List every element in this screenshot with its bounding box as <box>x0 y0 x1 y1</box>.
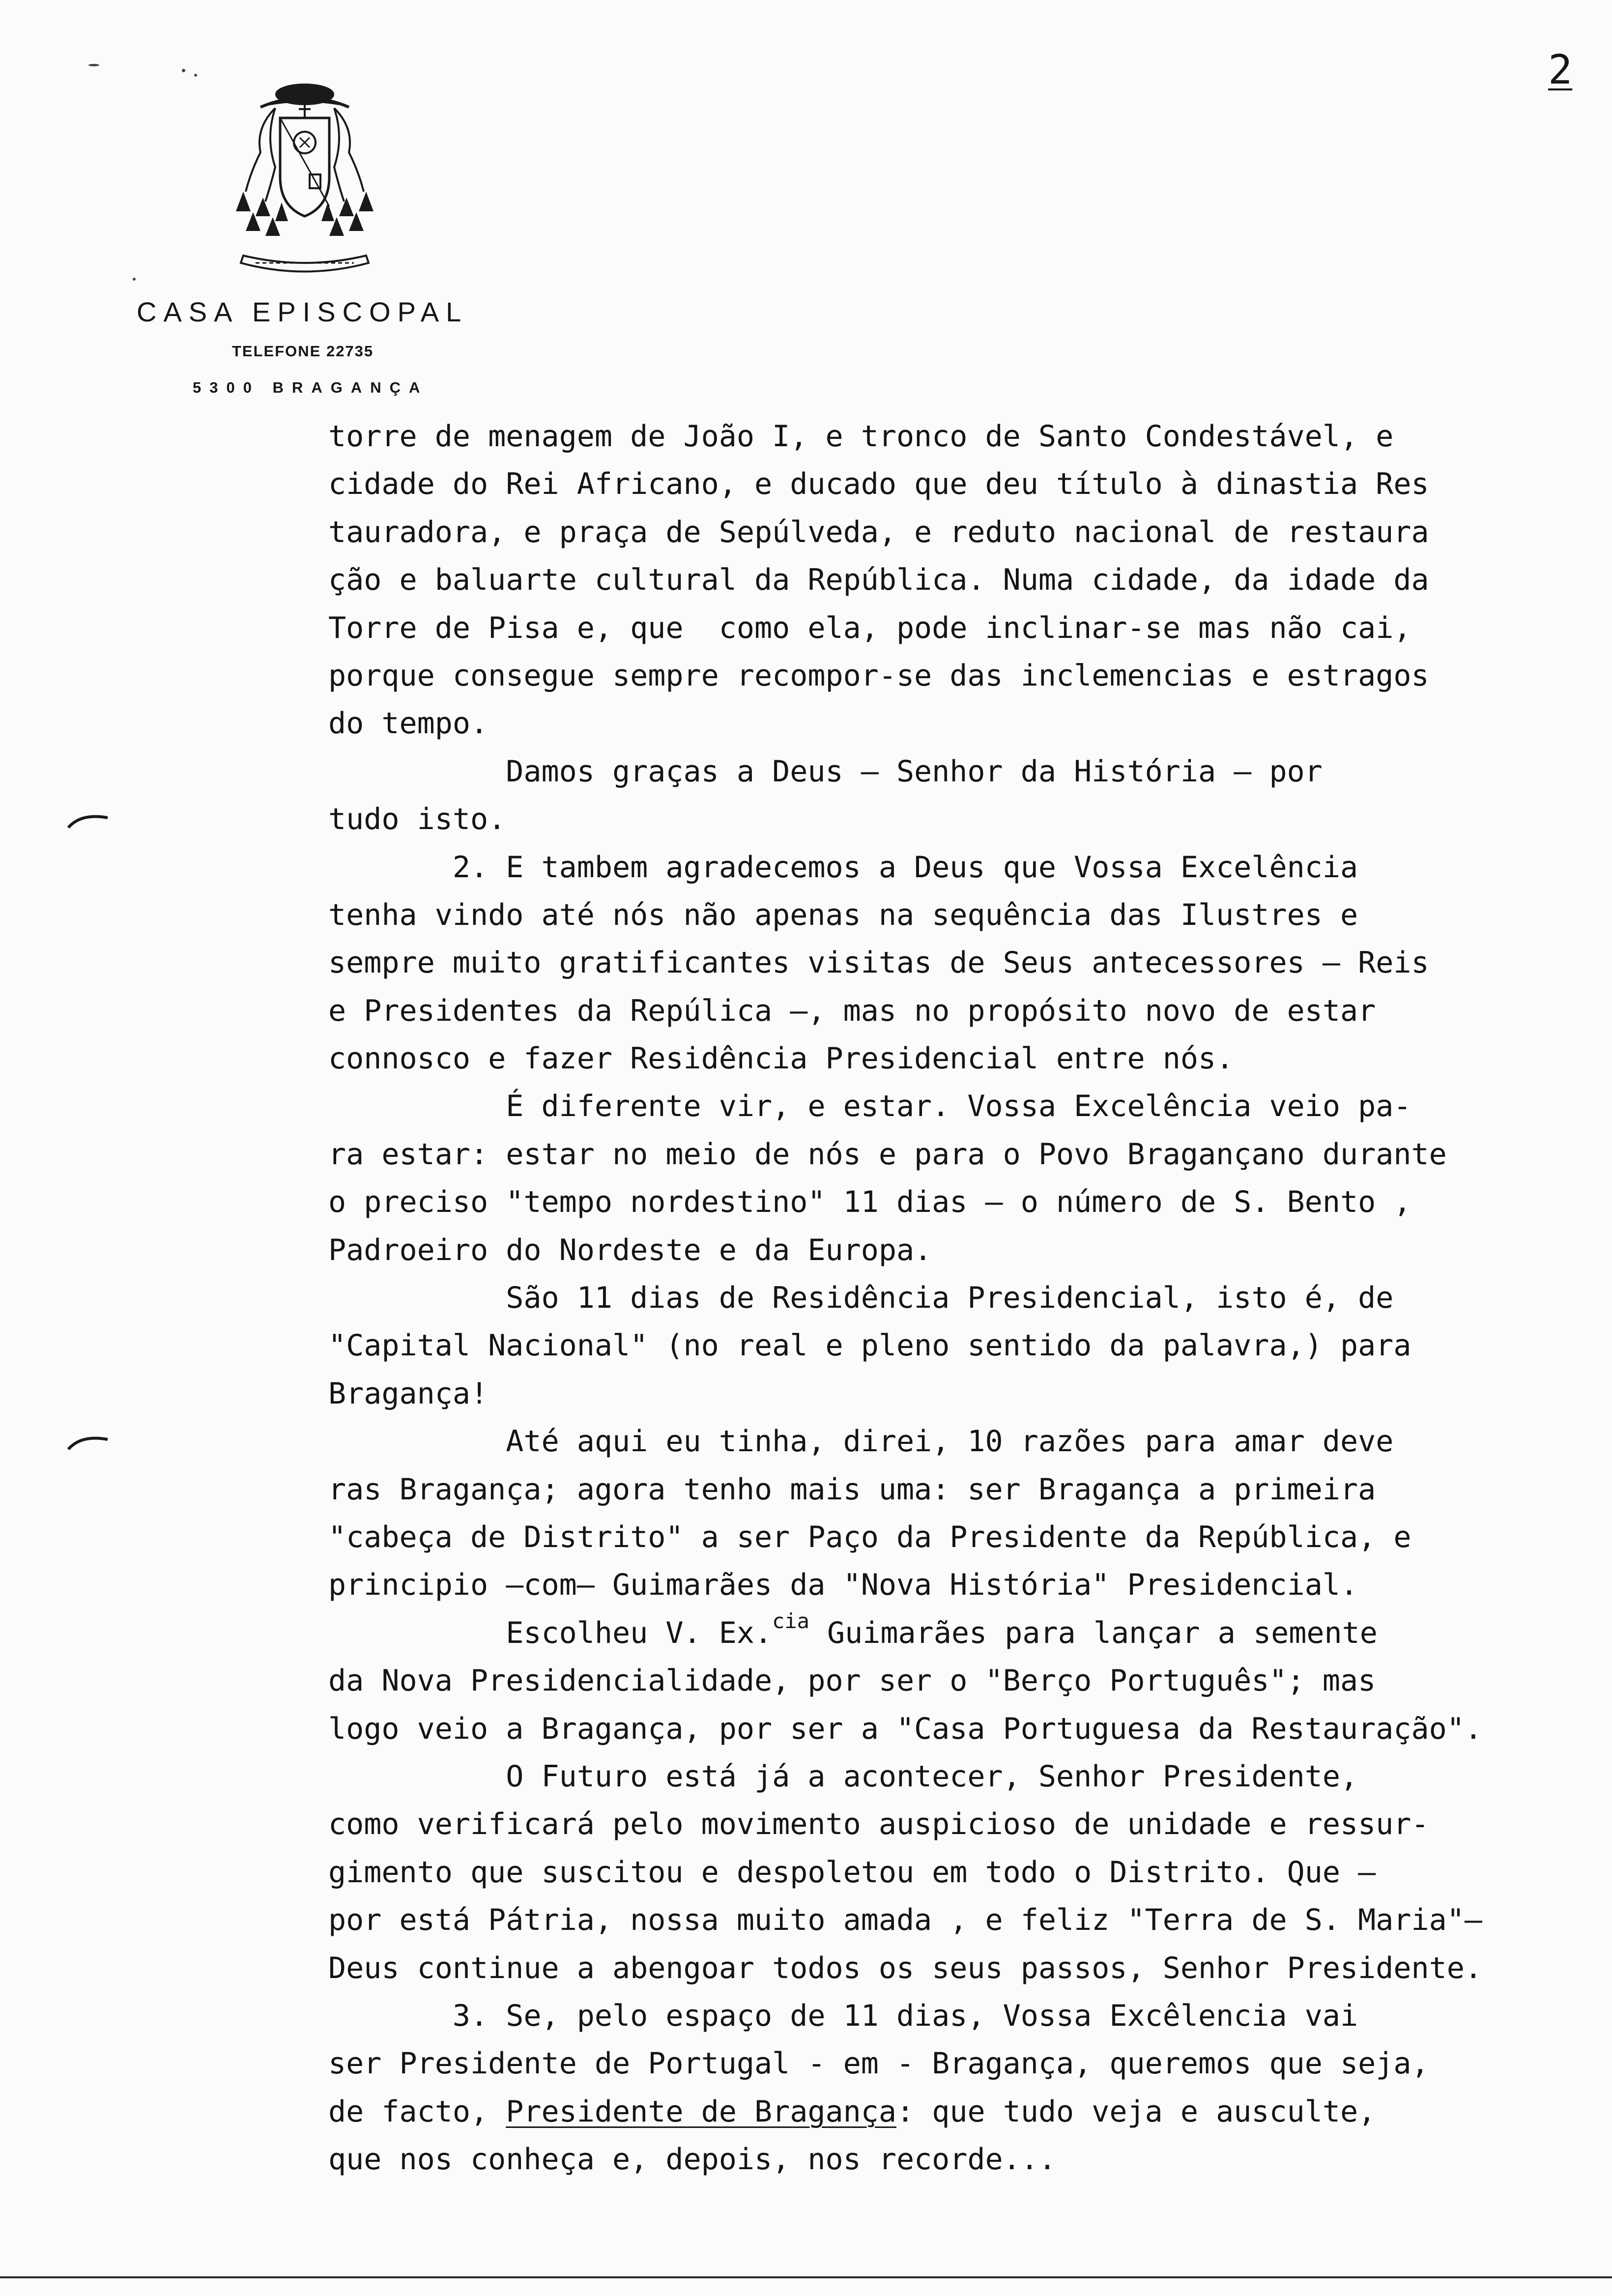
body-line: ção e baluarte cultural da República. Numa cidade, da idade da <box>328 563 1429 598</box>
letterhead-organization: CASA EPISCOPAL <box>137 296 468 327</box>
body-line: Torre de Pisa e, que como ela, pode inclinar-se mas não cai, <box>328 610 1411 645</box>
body-line: "cabeça de Distrito" a ser Paço da Presidente da República, e <box>328 1520 1411 1554</box>
body-line: principio —com— Guimarães da "Nova História" Presidencial. <box>328 1568 1358 1603</box>
body-line: ra estar: estar no meio de nós e para o Povo Bragançano durante <box>328 1137 1447 1172</box>
scan-speck <box>133 278 136 281</box>
body-line: da Nova Presidencialidade, por ser o "Berço Português"; mas <box>328 1664 1376 1698</box>
letterhead-city: 5300 BRAGANÇA <box>193 379 429 396</box>
hand-drawn-margin-tick-icon <box>66 811 111 831</box>
body-line: connosco e fazer Residência Presidencial entre nós. <box>328 1041 1234 1076</box>
body-line: logo veio a Bragança, por ser a "Casa Portuguesa da Restauração". <box>328 1711 1482 1746</box>
body-line: São 11 dias de Residência Presidencial, isto é, de <box>328 1281 1394 1316</box>
page-number: 2 <box>1548 47 1573 93</box>
body-line: Bragança! <box>328 1376 489 1411</box>
body-line-underlined-end: : que tudo veja e ausculte, <box>896 2094 1376 2129</box>
body-line: cidade do Rei Africano, e ducado que deu título à dinastia Res <box>328 467 1429 502</box>
body-line: "Capital Nacional" (no real e pleno sentido da palavra,) para <box>328 1328 1411 1363</box>
scan-speck <box>194 74 197 77</box>
scan-speck <box>182 69 185 72</box>
body-line: tauradora, e praça de Sepúlveda, e reduto nacional de restaura <box>328 515 1429 549</box>
body-line: Damos graças a Deus — Senhor da História — por <box>328 754 1323 789</box>
hand-drawn-margin-tick-icon <box>66 1433 111 1452</box>
episcopal-coat-of-arms-icon <box>202 69 408 285</box>
body-line: ser Presidente de Portugal - em - Bragança, queremos que seja, <box>328 2046 1429 2081</box>
body-line: 2. E tambem agradecemos a Deus que Vossa Excelência <box>328 850 1358 885</box>
body-line: Deus continue a abengoar todos os seus passos, Senhor Presidente. <box>328 1951 1482 1985</box>
body-line: Padroeiro do Nordeste e da Europa. <box>328 1233 932 1267</box>
body-line: que nos conheça e, depois, nos recorde... <box>328 2142 1057 2177</box>
body-line: tudo isto. <box>328 802 506 837</box>
body-line: sempre muito gratificantes visitas de Seus antecessores — Reis <box>328 946 1429 980</box>
body-line: O Futuro está já a acontecer, Senhor Presidente, <box>328 1759 1358 1794</box>
body-line: porque consegue sempre recompor-se das inclemencias e estragos <box>328 658 1429 693</box>
body-line: tenha vindo até nós não apenas na sequência das Ilustres e <box>328 897 1358 932</box>
body-line: 3. Se, pelo espaço de 11 dias, Vossa Excêlencia vai <box>328 1998 1358 2033</box>
body-line: o preciso "tempo nordestino" 11 dias — o número de S. Bento , <box>328 1185 1411 1220</box>
body-line-excia-start: Escolheu V. Ex. <box>328 1615 773 1650</box>
letterhead-telephone: TELEFONE 22735 <box>232 343 374 360</box>
scan-speck <box>88 64 99 66</box>
body-line: e Presidentes da Repúlica —, mas no propósito novo de estar <box>328 993 1376 1028</box>
body-line: ras Bragança; agora tenho mais uma: ser Bragança a primeira <box>328 1472 1376 1507</box>
body-line-underlined <box>328 2088 1606 2136</box>
bottom-rule <box>0 2276 1612 2278</box>
body-line: por está Pátria, nossa muito amada , e feliz "Terra de S. Maria"— <box>328 1903 1482 1938</box>
body-line: torre de menagem de João I, e tronco de Santo Condestável, e <box>328 419 1394 454</box>
body-line: gimento que suscitou e despoletou em todo o Distrito. Que — <box>328 1855 1376 1890</box>
body-line-excia <box>328 1609 1606 1657</box>
underlined-phrase: Presidente de Bragança <box>506 2094 896 2129</box>
excia-superscript: cia <box>772 1608 809 1633</box>
letter-body <box>328 413 1606 2183</box>
body-line-excia-end: Guimarães para lançar a semente <box>809 1615 1378 1650</box>
body-line: do tempo. <box>328 706 489 741</box>
body-line-underlined-start: de facto, <box>328 2094 506 2129</box>
body-line: Até aqui eu tinha, direi, 10 razões para amar deve <box>328 1424 1394 1459</box>
body-line: como verificará pelo movimento auspicioso de unidade e ressur- <box>328 1807 1429 1842</box>
body-line: É diferente vir, e estar. Vossa Excelência veio pa- <box>328 1089 1411 1124</box>
